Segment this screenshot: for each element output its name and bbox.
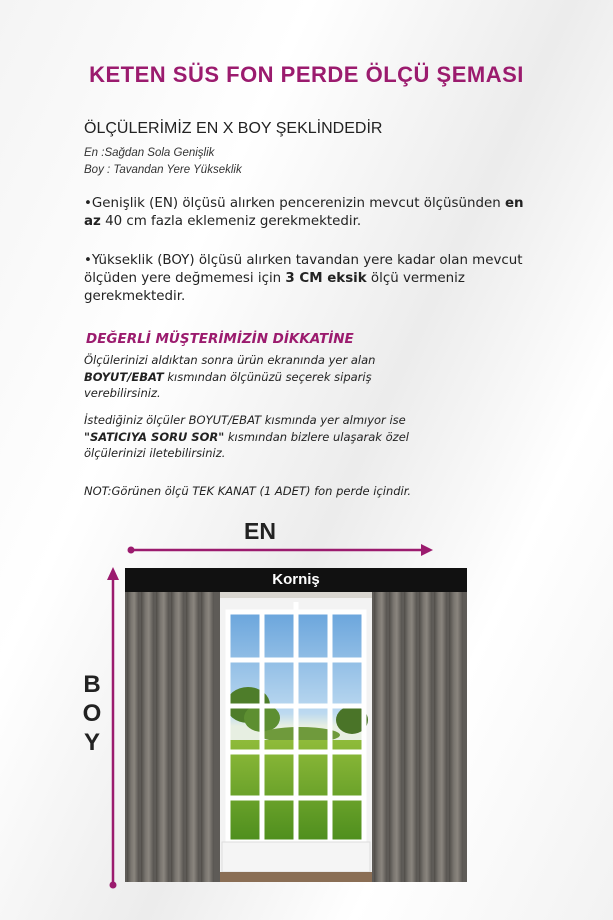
width-rule-text-end: 40 cm fazla eklemeniz gerekmektedir. — [100, 214, 362, 229]
single-panel-note: NOT:Görünen ölçü TEK KANAT (1 ADET) fon perde içindir. — [84, 484, 412, 498]
en-arrow-start — [128, 547, 135, 554]
height-rule-emphasis: 3 CM eksik — [285, 271, 367, 286]
boy-label — [80, 670, 104, 757]
boy-arrow-end — [110, 882, 117, 889]
page-title: KETEN SÜS FON PERDE ÖLÇÜ ŞEMASI — [89, 62, 524, 87]
height-rule-text: •Yükseklik (BOY) ölçüsü alırken tavandan yere kadar olan mevcut ölçüden yere değmemesi için — [84, 253, 523, 286]
boy-arrow-head — [107, 567, 119, 580]
order-note-text-end: kısmından ölçünüzü seçerek sipariş verebilirsiniz. — [84, 369, 372, 400]
height-rule-text-end: ölçü vermeniz gerekmektedir. — [84, 271, 465, 304]
left-curtain — [125, 590, 220, 882]
boy-letter: Y — [83, 729, 100, 756]
right-curtain — [372, 590, 467, 882]
custom-size-note-text: İstediğiniz ölçüler BOYUT/EBAT kısmında yer almıyor ise — [84, 413, 406, 427]
order-note-emphasis: BOYUT/EBAT — [84, 369, 164, 384]
window-sill — [222, 842, 370, 872]
custom-size-note-emphasis: "SATICIYA SORU SOR" — [84, 429, 225, 444]
order-note-text: Ölçülerinizi aldıktan sonra ürün ekranında yer alan — [84, 353, 376, 367]
boy-definition: Boy : Tavandan Yere Yükseklik — [84, 164, 242, 176]
attention-heading: DEĞERLİ MÜŞTERİMİZİN DİKKATİNE — [86, 331, 354, 347]
en-definition: En :Sağdan Sola Genişlik — [84, 147, 215, 159]
cornice-label: Korniş — [272, 571, 320, 588]
boy-letter: B — [83, 671, 101, 698]
measurement-format-heading: ÖLÇÜLERİMİZ EN X BOY ŞEKLİNDEDİR — [84, 120, 383, 137]
boy-letter: O — [82, 700, 102, 727]
width-rule-text: •Genişlik (EN) ölçüsü alırken pencerenizin mevcut ölçüsünden — [84, 196, 505, 211]
width-rule-emphasis: en az — [84, 196, 524, 229]
en-label: EN — [244, 518, 276, 544]
floor-strip — [217, 872, 375, 882]
custom-size-note-text-end: kısmından bizlere ulaşarak özel ölçülerinizi iletebilirsiniz. — [84, 429, 409, 460]
en-arrow-head — [421, 544, 433, 556]
